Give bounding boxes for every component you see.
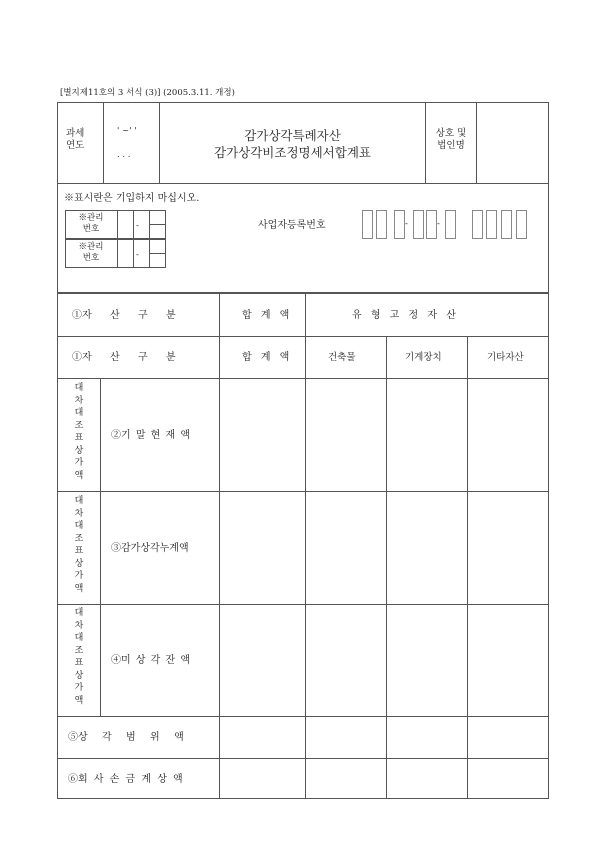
form-title-line2: 감가상각비조정명세서합계표 xyxy=(214,145,371,160)
other-end-of-period-field[interactable] xyxy=(468,379,548,491)
tangible-assets-header: 유 형 고 정 자 산 xyxy=(352,310,459,321)
end-of-period-balance-label: ②기 말 현 재 액 xyxy=(111,430,191,441)
machinery-company-expense-field[interactable] xyxy=(387,759,467,799)
dash: - xyxy=(136,221,139,231)
machinery-depreciation-limit-field[interactable] xyxy=(387,717,467,758)
building-header: 건축물 xyxy=(328,352,356,363)
tax-year-label: 과세 연도 xyxy=(66,128,85,151)
accumulated-depreciation-label: ③감가상각누계액 xyxy=(111,543,189,554)
balance-sheet-value-label: 대차대조표상가액 xyxy=(74,608,84,706)
company-name-field[interactable] xyxy=(477,103,548,183)
asset-class-header-2: ①자 산 구 분 xyxy=(72,352,176,363)
building-company-expense-field[interactable] xyxy=(306,759,386,799)
other-assets-header: 기타자산 xyxy=(487,352,524,363)
other-company-expense-field[interactable] xyxy=(468,759,548,799)
total-undepreciated-field[interactable] xyxy=(220,605,305,716)
total-end-of-period-field[interactable] xyxy=(220,379,305,491)
dash: - xyxy=(136,250,139,260)
dash: - xyxy=(437,219,440,229)
asset-class-header-1: ①자 산 구 분 xyxy=(72,310,176,321)
building-depreciation-limit-field[interactable] xyxy=(306,717,386,758)
notice-text: ※표시란은 기입하지 마십시오. xyxy=(64,193,200,204)
total-accumulated-field[interactable] xyxy=(220,492,305,604)
machinery-end-of-period-field[interactable] xyxy=(387,379,467,491)
business-registration-field[interactable] xyxy=(362,210,534,240)
management-number-label-1: ※관리 번호 xyxy=(78,213,104,234)
balance-sheet-value-label: 대차대조표상가액 xyxy=(74,496,84,594)
form-header: [별지제11호의 3 서식 (3)] (2005.3.11. 개정) xyxy=(60,88,235,98)
balance-sheet-value-label: 대차대조표상가액 xyxy=(74,383,84,481)
company-expense-label: ⑥회 사 손 금 계 상 액 xyxy=(68,774,183,785)
other-undepreciated-field[interactable] xyxy=(468,605,548,716)
total-depreciation-limit-field[interactable] xyxy=(220,717,305,758)
tax-year-period-top: ' ~' ' xyxy=(117,126,137,136)
total-header-1: 합 계 액 xyxy=(242,310,293,321)
building-undepreciated-field[interactable] xyxy=(306,605,386,716)
depreciation-limit-label: ⑤상 각 범 위 액 xyxy=(68,732,184,743)
other-accumulated-field[interactable] xyxy=(468,492,548,604)
machinery-undepreciated-field[interactable] xyxy=(387,605,467,716)
tax-year-period-bottom: . . . xyxy=(117,150,131,160)
machinery-header: 기계장치 xyxy=(405,352,442,363)
building-accumulated-field[interactable] xyxy=(306,492,386,604)
undepreciated-balance-label: ④미 상 각 잔 액 xyxy=(111,655,191,666)
management-number-label-2: ※관리 번호 xyxy=(78,242,104,263)
total-header-2: 합 계 액 xyxy=(242,352,293,363)
machinery-accumulated-field[interactable] xyxy=(387,492,467,604)
form-title-line1: 감가상각특례자산 xyxy=(244,128,341,143)
company-name-label: 상호 및 법인명 xyxy=(435,128,467,151)
other-depreciation-limit-field[interactable] xyxy=(468,717,548,758)
dash: - xyxy=(405,219,408,229)
business-registration-label: 사업자등록번호 xyxy=(258,220,326,231)
building-end-of-period-field[interactable] xyxy=(306,379,386,491)
total-company-expense-field[interactable] xyxy=(220,759,305,799)
